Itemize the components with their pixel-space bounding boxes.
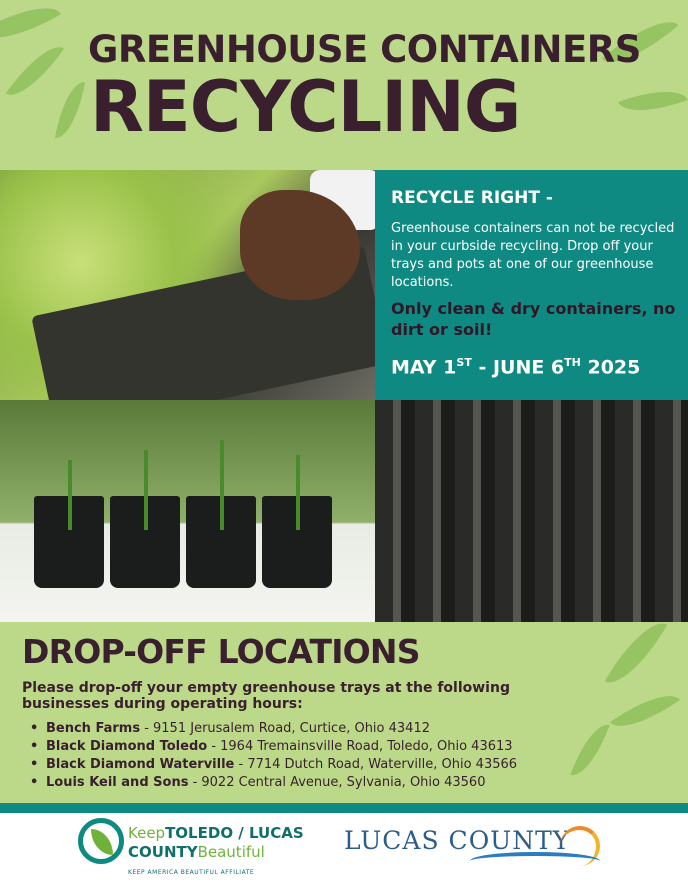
title-line-2: RECYCLING: [90, 66, 521, 148]
leaf-decoration: [605, 612, 668, 694]
photo-potted-seedlings: [0, 400, 375, 622]
list-item: • Bench Farms - 9151 Jerusalem Road, Curtice, Ohio 43412: [30, 720, 630, 738]
date-range: MAY 1ST - JUNE 6TH 2025: [391, 356, 641, 379]
dropoff-title: DROP-OFF LOCATIONS: [22, 632, 420, 671]
lucas-county-logo-text: LUCAS COUNTY: [344, 826, 571, 855]
dropoff-subtitle: Please drop-off your empty greenhouse trays at the following businesses during operating hours:: [22, 680, 510, 712]
list-item: • Black Diamond Toledo - 1964 Tremainsville Road, Toledo, Ohio 43613: [30, 738, 630, 756]
plant-stem: [68, 460, 72, 530]
plant-stem: [296, 455, 300, 530]
recycle-info-box: [375, 170, 688, 400]
recycle-body: Greenhouse containers can not be recycled in your curbside recycling. Drop off your trays and pots at one of our greenhouse locations.: [391, 221, 675, 290]
photo-stacked-pots: [375, 400, 688, 622]
clean-condition: Only clean & dry containers, no dirt or soil!: [391, 299, 676, 339]
ktl-logo-line-2: COUNTYBeautiful: [128, 843, 265, 861]
ktl-logo-line-1: KeepTOLEDO / LUCAS: [128, 824, 304, 842]
leaf-logo-icon: [78, 818, 124, 864]
header: [0, 0, 688, 170]
title-line-1: GREENHOUSE CONTAINERS: [88, 28, 641, 71]
footer-divider: [0, 803, 688, 813]
plant-stem: [144, 450, 148, 530]
list-item: • Louis Keil and Sons - 9022 Central Avenue, Sylvania, Ohio 43560: [30, 774, 630, 792]
list-item: • Black Diamond Waterville - 7714 Dutch Road, Waterville, Ohio 43566: [30, 756, 630, 774]
location-list: [30, 720, 630, 792]
photo-seedling-trays: [0, 170, 375, 400]
plant-stem: [220, 440, 224, 530]
recycle-heading: RECYCLE RIGHT -: [391, 188, 553, 208]
ktl-tagline: KEEP AMERICA BEAUTIFUL AFFILIATE: [128, 869, 255, 876]
wave-logo-icon: [470, 852, 600, 870]
